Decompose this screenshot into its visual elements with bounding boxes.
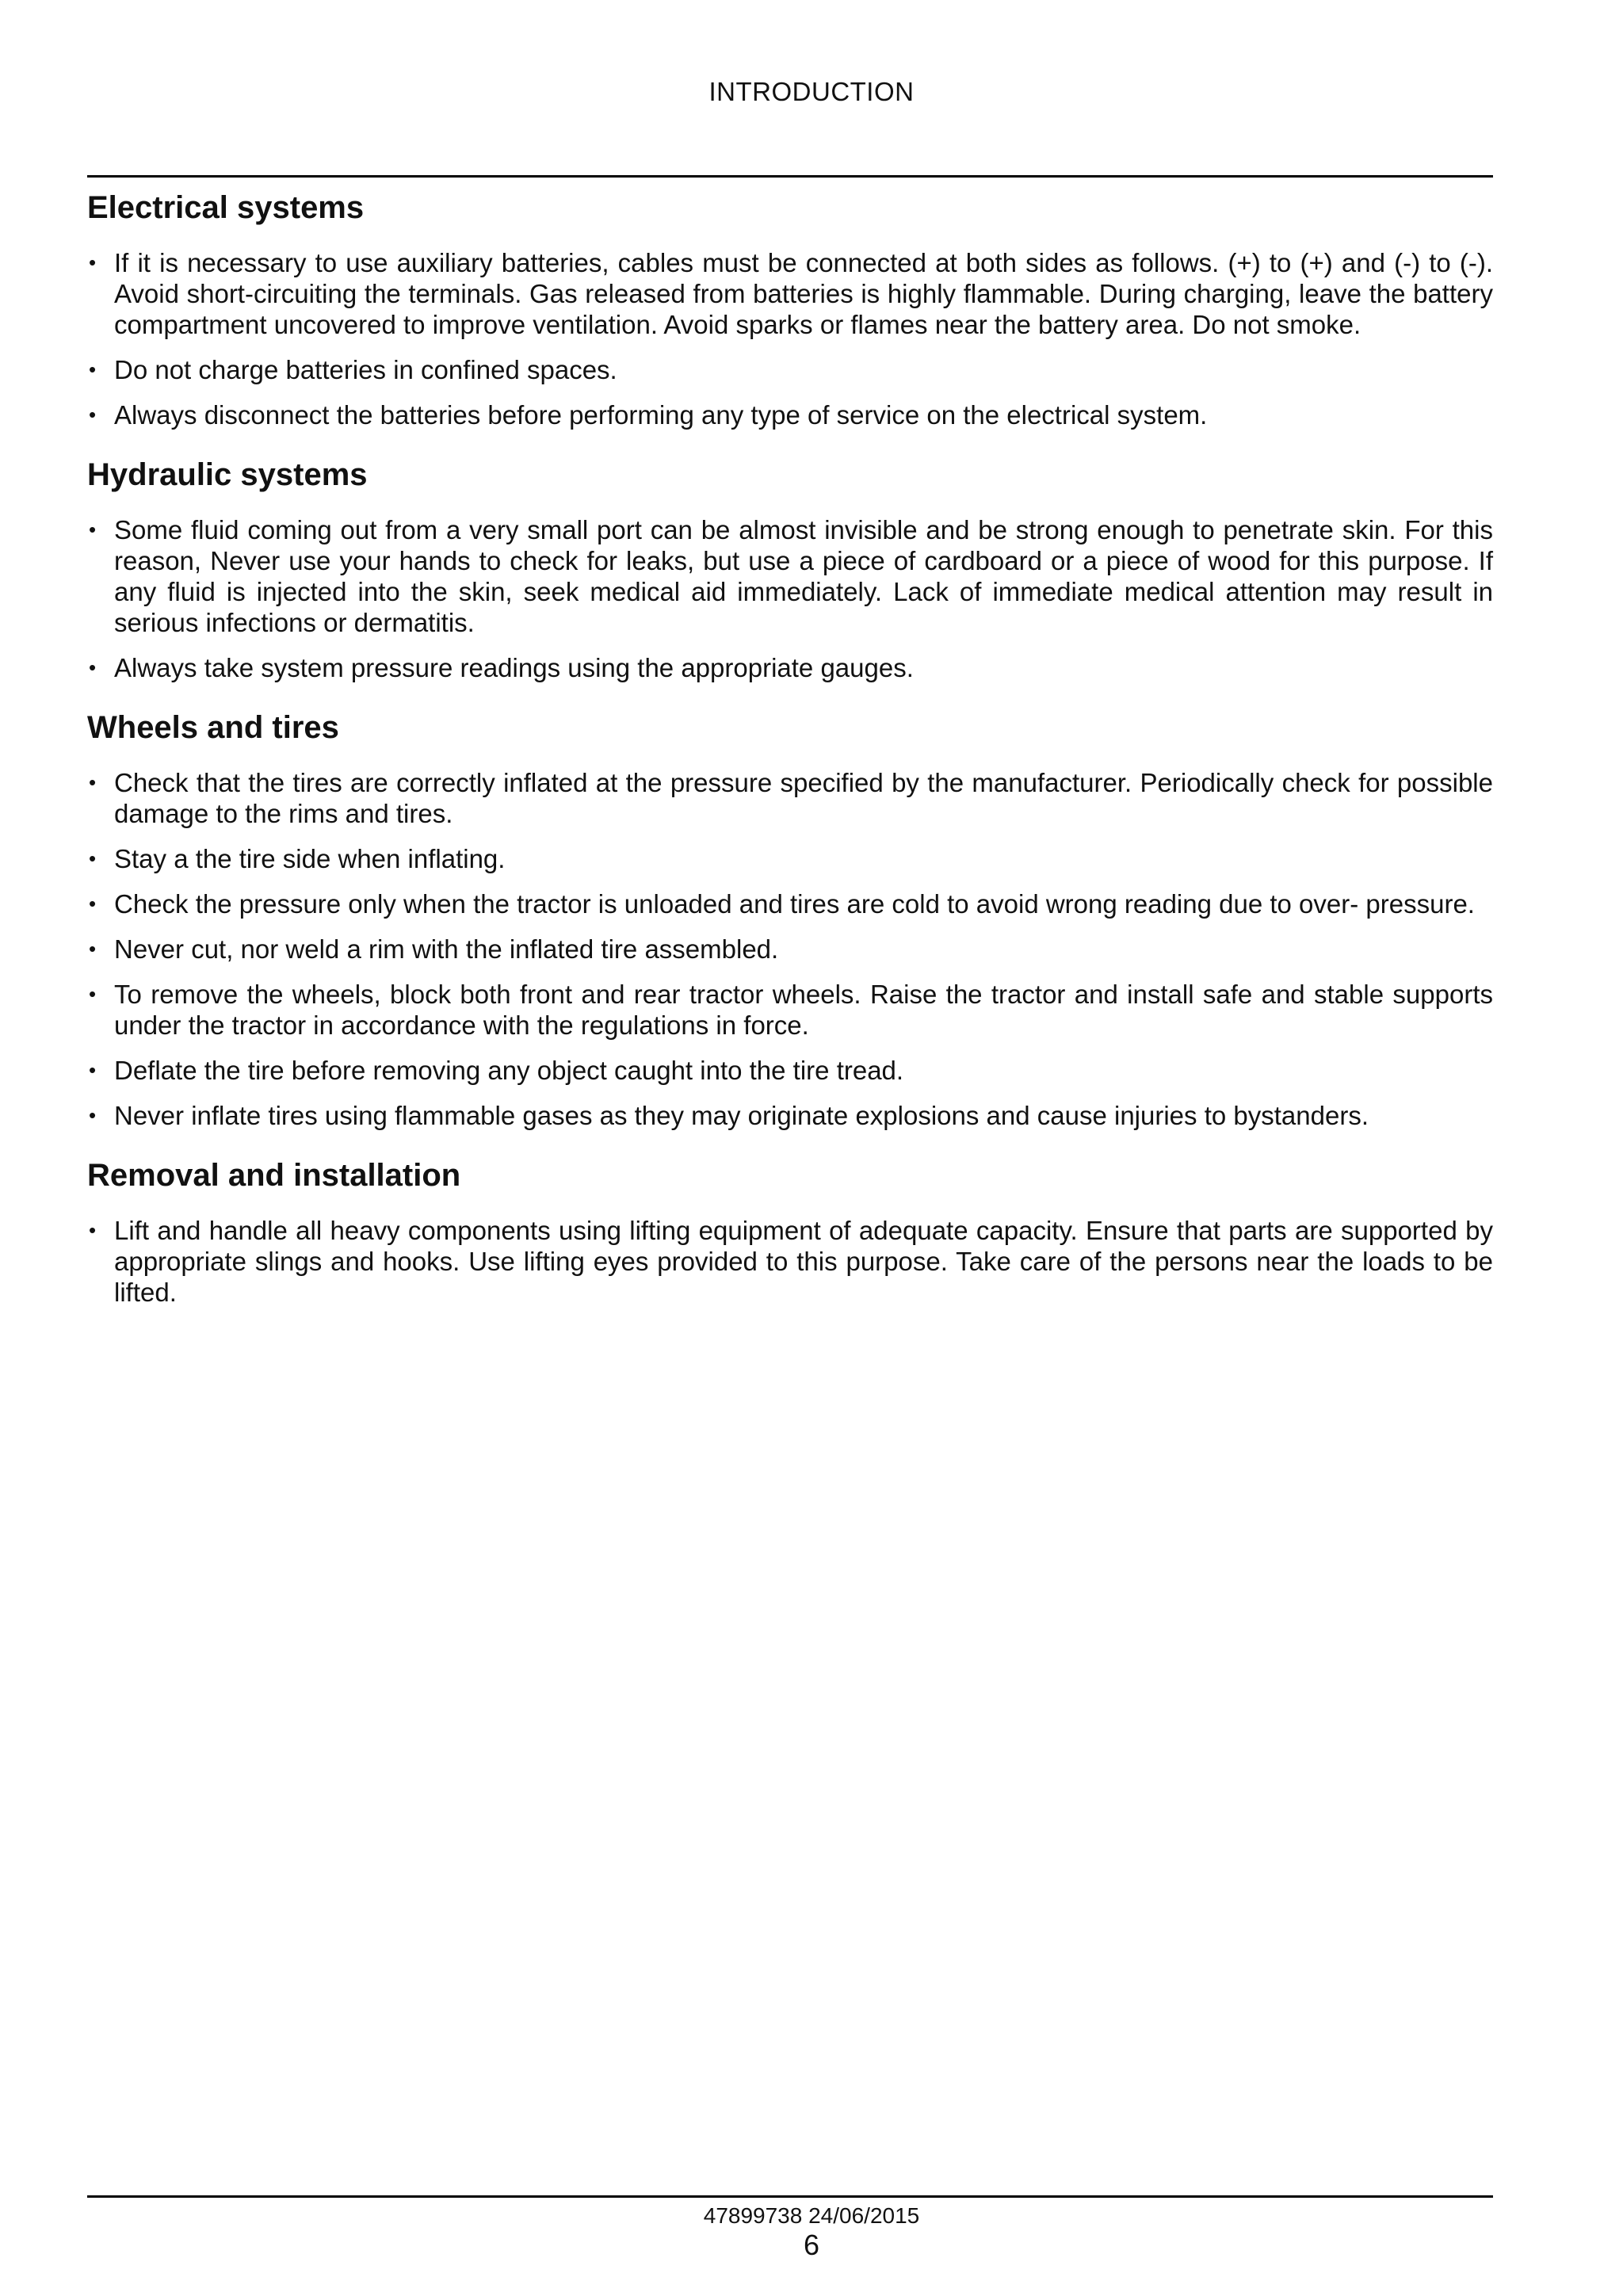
list-item — [87, 1055, 1493, 1086]
bullet-icon: • — [89, 403, 97, 426]
bullet-icon: • — [89, 892, 97, 915]
section-heading: Electrical systems — [87, 190, 365, 225]
bullet-icon: • — [89, 982, 97, 1006]
list-item-text: Always disconnect the batteries before performing any type of service on the electrical system. — [114, 400, 1208, 430]
list-item-text: Do not charge batteries in confined spaces. — [114, 355, 617, 384]
list-item-text: If it is necessary to use auxiliary batteries, cables must be connected at both sides as follows. (+) to (+) and (-) to (-). Avoid short-circuiting the terminals. Gas released from batteries is highly flammable. During charging, leave the battery compartment uncovered to improve ventilation. Avoid sparks or flames near the battery area. Do not smoke. — [114, 248, 1493, 339]
bullet-icon: • — [89, 1103, 97, 1127]
list-item-text: Deflate the tire before removing any object caught into the tire tread. — [114, 1056, 904, 1085]
list-item-text: Lift and handle all heavy components using lifting equipment of adequate capacity. Ensure that parts are supported by appropriate slings and hooks. Use lifting eyes provided to this purpose. Take care of the persons near the loads to be lifted. — [114, 1216, 1493, 1307]
section-heading: Removal and installation — [87, 1158, 461, 1193]
bullet-list — [87, 514, 1493, 683]
bullet-icon: • — [89, 250, 97, 274]
list-item-text: Some fluid coming out from a very small port can be almost invisible and be strong enough to penetrate skin. For this reason, Never use your hands to check for leaks, but use a piece of cardboard or a piece of wood for this purpose. If any fluid is injected into the skin, seek medical aid immediately. Lack of immediate medical attention may result in serious infections or dermatitis. — [114, 515, 1493, 637]
section-heading: Wheels and tires — [87, 710, 339, 745]
section-removal-and-installation — [87, 1155, 1493, 1308]
bullet-list — [87, 767, 1493, 1131]
page-header-title: INTRODUCTION — [708, 77, 915, 106]
list-item-text: Never cut, nor weld a rim with the inflated tire assembled. — [114, 934, 779, 964]
list-item — [87, 514, 1493, 638]
list-item-text: Stay a the tire side when inflating. — [114, 844, 506, 873]
bullet-icon: • — [89, 846, 97, 870]
list-item — [87, 767, 1493, 829]
list-item — [87, 934, 1493, 965]
list-item-text: Always take system pressure readings using the appropriate gauges. — [114, 653, 914, 682]
section-heading: Hydraulic systems — [87, 457, 368, 492]
bullet-icon: • — [89, 518, 97, 541]
header-divider — [87, 175, 1493, 178]
section-wheels-and-tires — [87, 707, 1493, 1131]
list-item — [87, 843, 1493, 874]
list-item — [87, 399, 1493, 430]
footer-document-reference: 47899738 24/06/2015 — [703, 2203, 920, 2228]
bullet-list — [87, 1215, 1493, 1308]
list-item — [87, 652, 1493, 683]
bullet-icon: • — [89, 1218, 97, 1242]
list-item-text: Check that the tires are correctly inflated at the pressure specified by the manufacturer. Periodically check for possible damage to the rims and tires. — [114, 768, 1493, 828]
list-item — [87, 1100, 1493, 1131]
list-item-text: Never inflate tires using flammable gases as they may originate explosions and cause injuries to bystanders. — [114, 1101, 1369, 1130]
list-item — [87, 979, 1493, 1041]
list-item-text: To remove the wheels, block both front and rear tractor wheels. Raise the tractor and install safe and stable supports under the tractor in accordance with the regulations in force. — [114, 980, 1493, 1040]
bullet-icon: • — [89, 770, 97, 794]
bullet-icon: • — [89, 937, 97, 961]
bullet-icon: • — [89, 655, 97, 679]
bullet-icon: • — [89, 357, 97, 381]
page-content — [87, 187, 1493, 1331]
footer-divider — [87, 2195, 1493, 2198]
list-item — [87, 888, 1493, 919]
page-number: 6 — [803, 2229, 820, 2261]
list-item — [87, 354, 1493, 385]
list-item — [87, 1215, 1493, 1308]
list-item-text: Check the pressure only when the tractor is unloaded and tires are cold to avoid wrong reading due to over- pressure. — [114, 889, 1475, 919]
section-hydraulic-systems — [87, 454, 1493, 683]
list-item — [87, 247, 1493, 340]
section-electrical-systems — [87, 187, 1493, 430]
bullet-icon: • — [89, 1058, 97, 1082]
bullet-list — [87, 247, 1493, 430]
